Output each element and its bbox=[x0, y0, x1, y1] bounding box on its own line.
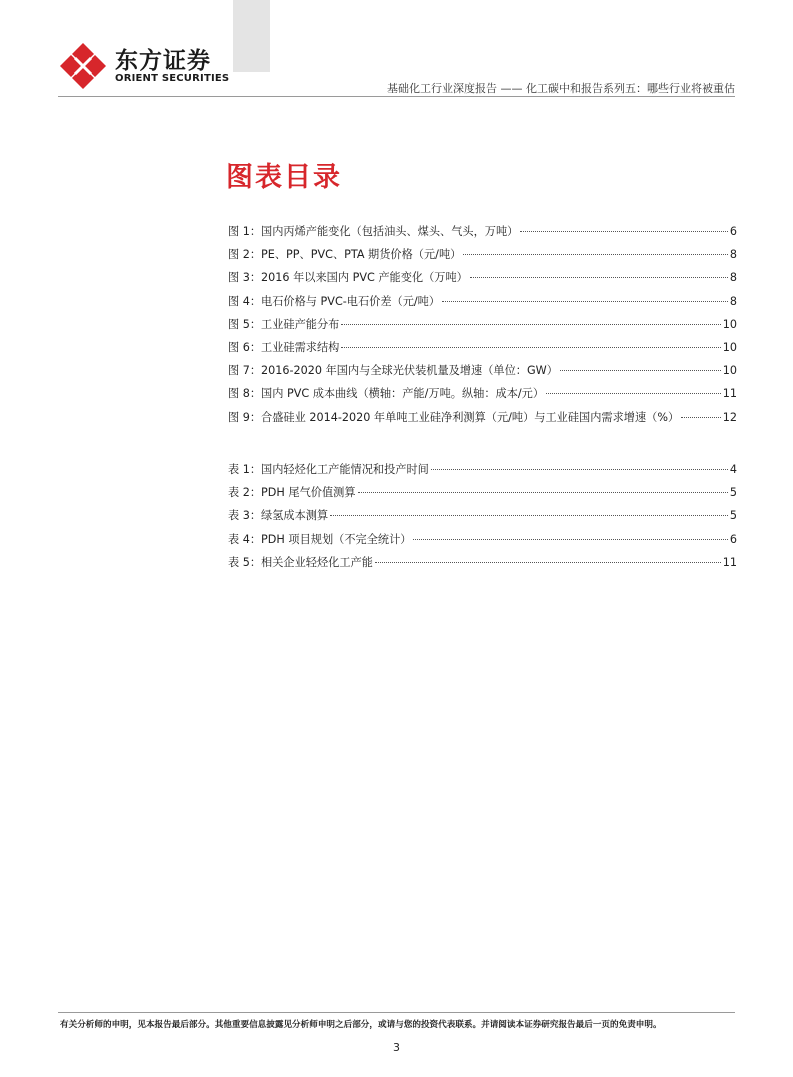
toc-entry-page: 6 bbox=[729, 532, 737, 546]
toc-entry-figure-5[interactable] bbox=[228, 316, 737, 339]
header-grey-tab bbox=[233, 0, 270, 72]
toc-entry-page: 8 bbox=[729, 248, 737, 262]
toc-entry-page: 6 bbox=[729, 225, 737, 238]
toc-entry-label: 表 5：相关企业轻烃化工产能 bbox=[228, 555, 373, 569]
toc-entry-label: 表 1：国内轻烃化工产能情况和投产时间 bbox=[228, 463, 429, 476]
dot-leader bbox=[341, 347, 720, 348]
toc-entry-table-5[interactable] bbox=[228, 554, 737, 577]
toc-entry-page: 8 bbox=[729, 271, 737, 285]
header-divider bbox=[58, 96, 735, 97]
page-number: 3 bbox=[393, 1041, 400, 1054]
dot-leader bbox=[431, 469, 728, 470]
toc-entry-table-3[interactable] bbox=[228, 507, 737, 530]
footer-divider bbox=[58, 1012, 735, 1013]
dot-leader bbox=[560, 370, 721, 371]
toc-entry-page: 11 bbox=[722, 387, 737, 401]
dot-leader bbox=[358, 492, 728, 493]
toc-entry-page: 10 bbox=[722, 317, 737, 331]
toc-entry-label: 图 5：工业硅产能分布 bbox=[228, 317, 340, 331]
dot-leader bbox=[546, 393, 721, 394]
toc-entry-figure-3[interactable] bbox=[228, 269, 737, 292]
dot-leader bbox=[330, 515, 728, 516]
toc-entry-page: 12 bbox=[722, 410, 737, 424]
toc-entry-figure-2[interactable] bbox=[228, 246, 737, 269]
toc-entry-page: 10 bbox=[722, 340, 737, 354]
page-title: 图表目录 bbox=[226, 162, 342, 193]
dot-leader bbox=[413, 539, 727, 540]
toc-entry-label: 图 9：合盛硅业 2014-2020 年单吨工业硅净利测算（元/吨）与工业硅国内需求增速（%） bbox=[228, 410, 680, 424]
report-header-line: 基础化工行业深度报告 —— 化工碳中和报告系列五：哪些行业将被重估 bbox=[387, 82, 735, 95]
dot-leader bbox=[375, 562, 721, 563]
table-list bbox=[228, 461, 737, 577]
toc-entry-page: 5 bbox=[729, 486, 737, 500]
dot-leader bbox=[341, 324, 720, 325]
dot-leader bbox=[470, 277, 728, 278]
figure-list bbox=[228, 223, 737, 432]
toc-entry-figure-9[interactable] bbox=[228, 409, 737, 432]
toc-entry-label: 表 3：绿氢成本测算 bbox=[228, 509, 329, 523]
dot-leader bbox=[681, 417, 721, 418]
toc-entry-figure-7[interactable] bbox=[228, 362, 737, 385]
brand-name-en: ORIENT SECURITIES bbox=[115, 73, 230, 84]
toc-entry-label: 图 1：国内丙烯产能变化（包括油头、煤头、气头，万吨） bbox=[228, 225, 519, 238]
toc-entry-figure-6[interactable] bbox=[228, 339, 737, 362]
toc-entry-figure-1[interactable] bbox=[228, 223, 737, 246]
brand-name-cn: 东方证券 bbox=[115, 48, 211, 74]
dot-leader bbox=[463, 254, 728, 255]
dot-leader bbox=[442, 301, 728, 302]
toc-entry-label: 图 6：工业硅需求结构 bbox=[228, 340, 340, 354]
toc-entry-page: 10 bbox=[722, 364, 737, 378]
dot-leader bbox=[520, 231, 728, 232]
toc-entry-label: 图 3：2016 年以来国内 PVC 产能变化（万吨） bbox=[228, 271, 468, 285]
toc-entry-label: 表 2：PDH 尾气价值测算 bbox=[228, 486, 356, 500]
toc-entry-page: 8 bbox=[729, 294, 737, 308]
toc-entry-label: 图 8：国内 PVC 成本曲线（横轴：产能/万吨。纵轴：成本/元） bbox=[228, 387, 545, 401]
toc-entry-label: 表 4：PDH 项目规划（不完全统计） bbox=[228, 532, 412, 546]
toc-entry-page: 5 bbox=[729, 509, 737, 523]
toc-entry-figure-8[interactable] bbox=[228, 385, 737, 408]
toc-entry-table-1[interactable] bbox=[228, 461, 737, 484]
toc-entry-label: 图 2：PE、PP、PVC、PTA 期货价格（元/吨） bbox=[228, 248, 462, 262]
toc-entry-label: 图 7：2016-2020 年国内与全球光伏装机量及增速（单位：GW） bbox=[228, 364, 558, 378]
toc-entry-figure-4[interactable] bbox=[228, 293, 737, 316]
toc-entry-page: 4 bbox=[729, 463, 737, 476]
toc-entry-table-4[interactable] bbox=[228, 531, 737, 554]
footer-disclaimer: 有关分析师的申明，见本报告最后部分。其他重要信息披露见分析师申明之后部分，或请与您的投资代表联系。并请阅读本证券研究报告最后一页的免责申明。 bbox=[60, 1020, 662, 1030]
toc-entry-label: 图 4：电石价格与 PVC-电石价差（元/吨） bbox=[228, 294, 441, 308]
orient-securities-logo-icon bbox=[59, 42, 107, 90]
toc-entry-page: 11 bbox=[722, 555, 737, 569]
toc-entry-table-2[interactable] bbox=[228, 484, 737, 507]
